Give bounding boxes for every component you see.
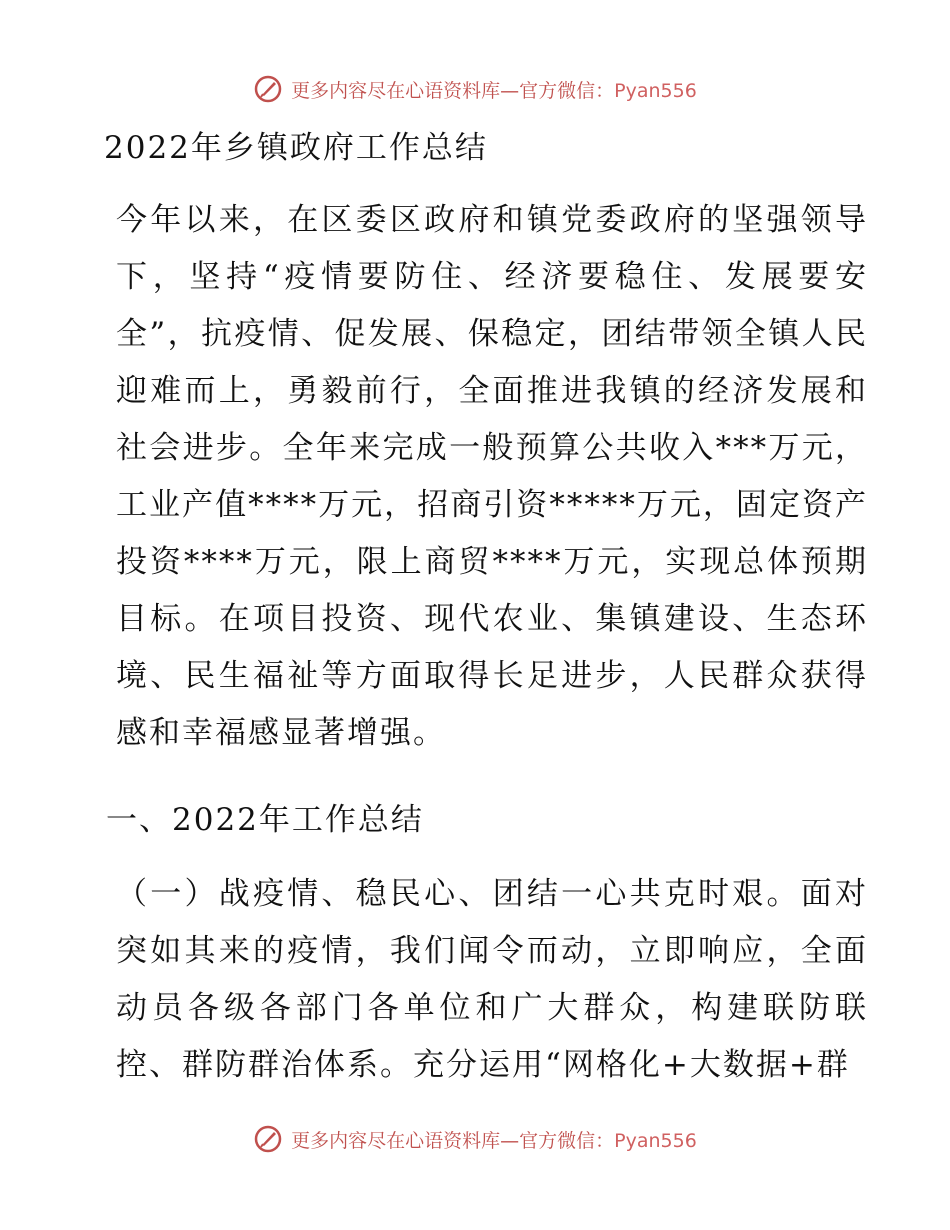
section-heading: 一、2022年工作总结	[106, 802, 424, 838]
intro-paragraph: 今年以来，在区委区政府和镇党委政府的坚强领导下，坚持“疫情要防住、经济要稳住、发展要安全”，抗疫情、促发展、保稳定，团结带领全镇人民迎难而上，勇毅前行，全面推进我镇的经济发展和社会进步。全年来完成一般预算公共收入***万元，工业产值****万元，招商引资*****万元，固定资产投资****万元，限上商贸****万元，实现总体预期目标。在项目投资、现代农业、集镇建设、生态环境、民生福祉等方面取得长足进步，人民群众获得感和幸福感显著增强。	[116, 202, 868, 751]
watermark-footer	[0, 1124, 950, 1154]
watermark-label: 更多内容尽在心语资料库—官方微信：	[291, 79, 615, 102]
quill-logo-icon	[253, 74, 283, 104]
section-paragraph: （一）战疫情、稳民心、团结一心共克时艰。面对突如其来的疫情，我们闻令而动，立即响应，全面动员各级各部门各单位和广大群众，构建联防联控、群防群治体系。充分运用“网格化+大数据+群	[116, 876, 868, 1083]
quill-logo-icon	[253, 1124, 283, 1154]
watermark-text	[291, 76, 697, 103]
watermark-text	[291, 1126, 697, 1153]
watermark-wechat-id: Pyan556	[614, 79, 697, 102]
watermark-header	[0, 74, 950, 104]
watermark-label: 更多内容尽在心语资料库—官方微信：	[291, 1129, 615, 1152]
watermark-wechat-id: Pyan556	[614, 1129, 697, 1152]
document-title: 2022年乡镇政府工作总结	[104, 130, 488, 166]
